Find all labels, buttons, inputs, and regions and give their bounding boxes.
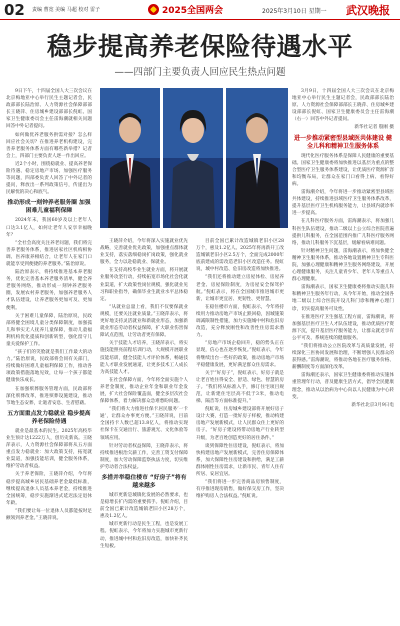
paragraph: “我们将进一步完善商品房预售制度，有序推进现房销售，做好保交房工作，坚决维护购房人合法权益。”倪虹说。 — [196, 480, 284, 500]
paragraph: 王晓萍介绍，今年将深入实施就业优先战略，完善就业优先政策，加强重点群体就业支持，落实落细稳岗扩岗政策，强化就业服务，全力以赴稳就业、保就业。 — [100, 239, 188, 266]
article-subheadline: ——四部门主要负责人回应民生热点问题 — [114, 67, 286, 78]
photo-credit: 新华社记者 殷刚 摄 — [354, 125, 394, 131]
paragraph: 在稳住楼市方面，倪虹表示，今年将持续用力推动房地产市场止跌回稳，因城施策调减限制性措施，加力实施城中村和危旧房改造，充分释放刚性和改善性住房需求潜力。 — [196, 304, 284, 339]
speaker-photo-3-image — [226, 88, 288, 228]
masthead — [0, 0, 400, 20]
speaker-photo-2-image — [163, 88, 223, 228]
paragraph: 关于养老保险，王晓萍介绍，今年将稳步提高城乡居民基础养老金最低标准，继续提高退休人员基本养老金，持续推进全国统筹，稳步实施渐进式延迟法定退休年龄。 — [6, 472, 92, 506]
paragraph: 就业是最基本的民生。2025年高校毕业生预计达1222万人，创历史新高。王晓萍表示，人力资源社会保障部将从五方面重点发力稳就业：加大政策支持，拓宽就业渠道，加强技能培训，健全服务体系，维护劳动者权益。 — [6, 428, 92, 470]
paragraph: 在支持高校毕业生就业方面，将开展就业服务攻坚行动，持续拓宽市场化社会化就业渠道，扩大政策性岗位规模，强化就业见习和职业指导，确保毕业生就业水平总体稳定。 — [100, 268, 188, 302]
paragraph: 在儿科医疗服务方面，雷海潮表示，将加强儿科医生队伍建设，推动二级以上公立综合医院普遍提供儿科服务，在全国范围内推广儿科医疗服务网络，推动儿科服务下沉基层，缓解看病难问题。 — [292, 219, 394, 246]
section-subtitle: 推动形成一刻钟养老服务圈 加强困难儿童福利保障 — [7, 200, 91, 215]
paragraph: 城市更新是城镇化发展的必然要求，也是稳增长扩内需的重要抓手。倪虹介绍，目前全国已累计改造城镇老旧小区28万个，惠及1.2亿人。 — [100, 493, 188, 520]
paragraph: “我们将大力推进社保卡居民服务‘一卡通’，让群众办事更方便。”王晓萍说，目前全国持卡人数已超13.8亿人，将推动实现社保卡在交通出行、旅游观光、文化体验等领域应用。 — [100, 407, 188, 441]
paragraph: 关于技能人才培养，王晓萍表示，将实施技能照亮前程培训行动，大规模开展职业技能培训，健全技能人才评价体系，畅通技能人才职业发展通道，让更多技术工人成长为高技能人才。 — [100, 341, 188, 375]
paragraph: 雷海潮介绍，今年将进一步推动紧密型县域医共体建设，持续推进县域医疗卫生服务体系改革，提升基层医疗卫生机构服务能力，让县域内就诊率进一步提高。 — [292, 190, 394, 217]
paragraph: 现代化医疗服务体系是保障人民健康的重要基础。国家卫生健康委将加快推进以基层为重点的整合型医疗卫生服务体系建设，让优质医疗资源扩容和均衡布局，让群众在家门口看得上病、看得好病。 — [292, 153, 394, 187]
paragraph: 雷海潮表示，国家卫生健康委将推动实施儿科和精神卫生服务年行动，从今年开始，推动全国各地二级以上综合医院开设儿科门诊和精神心理门诊，切实提高服务可及性。 — [292, 285, 394, 312]
paragraph: 针对劳动者权益保障，王晓萍表示，将持续推进根治欠薪工作，完善工资支付保障制度，加大劳动保障监察执法力度，切实维护劳动者合法权益。 — [100, 443, 188, 470]
paragraph: 城市更新行动是民生工程，也是发展工程。倪虹表示，今年将加力实施城市更新行动，推进城中村和危旧房改造，加快补齐民生短板。 — [100, 522, 188, 549]
paragraph: 陆治原表示，将持续推进基本养老服务，优化完善基本养老服务清单，健全养老服务网络，推动形成一刻钟养老服务圈，发展农村养老服务，加强养老服务人才队伍建设，让养老服务更加可及、更加便利。 — [6, 270, 92, 311]
newspaper-name: 武汉晚报 — [346, 4, 390, 17]
paragraph: “我们要让每一位退休人员都能按时足额领到养老金。”王晓萍说。 — [6, 508, 92, 521]
photo-caption: 3月9日，十四届全国人大三次会议在北京梅地亚中心举行民生主题记者会，民政部部长陆治原、人力资源社会保障部部长王晓萍、住房城乡建设部部长倪虹、国家卫生健康委员会主任雷海潮（右一）回答中外记者提问。 — [292, 89, 394, 123]
paragraph: “房地产市场企稳回升，稳的势头正在显现，信心也在逐步恢复。”倪虹表示，今年将继续出台一些好的政策，推动房地产市场平稳健康发展，更好满足群众住房需求。 — [196, 341, 284, 368]
paragraph: 近2个小时，围绕稳就业、提高养老保险待遇、稳定房地产市场、加强医疗服务等问题，四部委负责人回答了中外记者的提问，释放出一系列政策信号，传递出为民解忧的决心和底气。 — [6, 161, 92, 196]
paragraph: “我们将推动公立医院改革与高质量发展，持续深化三医协同发展和治理，不断增强人民群众的获得感。”雷海潮说，将推动各地在医疗服务价格、薪酬制度等方面深化改革。 — [292, 344, 394, 371]
speaker-photo-1 — [100, 88, 160, 228]
paragraph: 在推进医疗卫生强基工程方面，雷海潮说，将加强基层医疗卫生人才队伍建设，推动优质医疗资源下沉，提升基层医疗服务能力，让群众就近享有公平可及、系统连续的健康服务。 — [292, 314, 394, 341]
paragraph: 倪虹说，住房城乡建设部将开展好房子设计大赛，打造一批好房子样板，推动构建房地产发展新模式，让人民群众住上更好的房子。“好房子建设将带动房地产行业转型升级，为老百姓创造更好的居住条件。” — [196, 407, 284, 441]
paragraph: “我们还将推动建立房屋体检、房屋养老金、房屋保险制度，为房屋安全保驾护航。”倪虹表示，将在全国城市推进城市更新，让城市更宜居、更韧性、更智慧。 — [196, 275, 284, 302]
two-sessions-logo-icon — [148, 4, 159, 15]
paragraph: “孩子们的笑脸就是我们工作最大的动力。”陆治原说，民政部将会同有关部门，持续做好困难儿童福利保障工作，推动各项政策措施落地见效，让每一个孩子都能健康快乐成长。 — [6, 350, 92, 384]
paragraph: 9日下午，十四届全国人大三次会议在北京梅地亚中心举行民生主题记者会，民政部部长陆治原、人力资源社会保障部部长王晓萍、住房城乡建设部部长倪虹、国家卫生健康委员会主任雷海潮就相关问题回答中外记者提问。 — [6, 89, 92, 130]
section-subtitle: 五方面重点发力稳就业 稳步提高养老保险待遇 — [7, 410, 91, 425]
article-column-4 — [292, 88, 394, 620]
editors-line: 责编 曹宽 美编 马超 校对 雷子 — [32, 7, 100, 13]
paragraph: 针对精神卫生问题，雷海潮表示，将加快健全精神卫生服务体系，推动各地设置精神卫生专科医院，加强心理健康和精神卫生服务网络建设，开展心理健康服务，关注儿童青少年、老年人等重点人群心理健康。 — [292, 248, 394, 283]
speaker-photo-1-image — [100, 88, 160, 228]
speaker-photo-2 — [163, 88, 223, 228]
speaker-photo-3 — [226, 88, 288, 228]
paragraph: “从就业总量上看，我们不仅要保就业规模，还要关注就业质量。”王晓萍表示，将更好地支持灵活就业和新就业形态，加强新就业形态劳动者权益保障，扩大职业伤害保障试点范围，让劳动者更有保障。 — [100, 304, 188, 339]
paragraph: 如何做优养老服务供需对接？怎么样回应社会关切？在推进养老机构建设，完善养老服务体系方面有哪些新举措？记者会上，四部门主要负责人逐一作出回应。 — [6, 132, 92, 159]
paragraph: 雷海潮还表示，国家卫生健康委将推动实施体重管理年行动，普及健康生活方式，倡导全民健康理念，推动从以治病为中心向以人民健康为中心转变。 — [292, 373, 394, 400]
paragraph: 关于困难儿童保障，陆治原说，民政部将健全困境儿童分类保障制度，加强孤儿和事实无人抚养儿童保障，推动儿童福利机构优化提质和创新转型，强化留守儿童关爱保护工作。 — [6, 313, 92, 347]
dateline-byline: 新华社北京3月9日电 — [351, 402, 394, 408]
article-headline: 稳步提高养老保险待遇水平 — [46, 32, 353, 61]
paragraph: “全社会高度关注养老问题，我们将完善养老服务体系，推进居家社区机构相协调、医养康养相结合，让老年人在家门口就能享受到便捷的养老服务。”陆治原说。 — [6, 240, 92, 267]
issue-date: 2025年3月10日 星期一 — [262, 8, 327, 15]
article-column-1 — [6, 88, 92, 620]
article-column-2 — [100, 238, 188, 620]
page-number: 02 — [4, 1, 25, 19]
section-subtitle: 多措并举稳住楼市 “好房子”将有越来越多 — [101, 475, 187, 489]
paragraph: 在社会保障方面，今年将全面实施个人养老金制度，推动企业年金和职业年金发展，扩大社会保险覆盖面，健全多层次社会保障体系，着力解决群众急难愁盼问题。 — [100, 377, 188, 405]
paragraph: 在加强殡葬服务管理方面，民政部将深化殡葬改革，推进殡葬设施建设，推动节地生态安葬，让逝者安息、生者慰藉。 — [6, 386, 92, 406]
article-column-3 — [196, 238, 284, 620]
section-title: 2025全国两会 — [162, 6, 224, 16]
paragraph: 目前全国已累计改造城镇老旧小区28万个，惠及1.2亿人。2025年将再新开工改造城镇老旧小区2.5万个，全面完成2000年底前建成的需改造老旧小区改造任务。倪虹说，城中村改造、危旧房改造将加快推进。 — [196, 239, 284, 273]
paragraph: 2024年末，我国60岁及以上老年人口达3.1亿人，如何让老年人安享幸福晚年？ — [6, 218, 92, 238]
paragraph: 谈到保障性住房建设，倪虹表示，将加快构建房地产发展新模式，完善住房保障体系，加大保障性住房建设和供给，满足工薪群体刚性住房需求，让新市民、青年人住有所居、安居宜居。 — [196, 443, 284, 477]
section-subtitle: 进一步推动紧密型县域医共体建设 健全儿科和精神卫生服务体系 — [293, 134, 393, 150]
paragraph: 关于“好房子”，倪虹表示，好房子就是让老百姓住得安全、舒适、绿色、智慧的房子。“我们将从标准入手，修订住宅项目规范，让新建住宅层高不低于3米，推动电梯、隔音等方面标准提升。” — [196, 370, 284, 405]
